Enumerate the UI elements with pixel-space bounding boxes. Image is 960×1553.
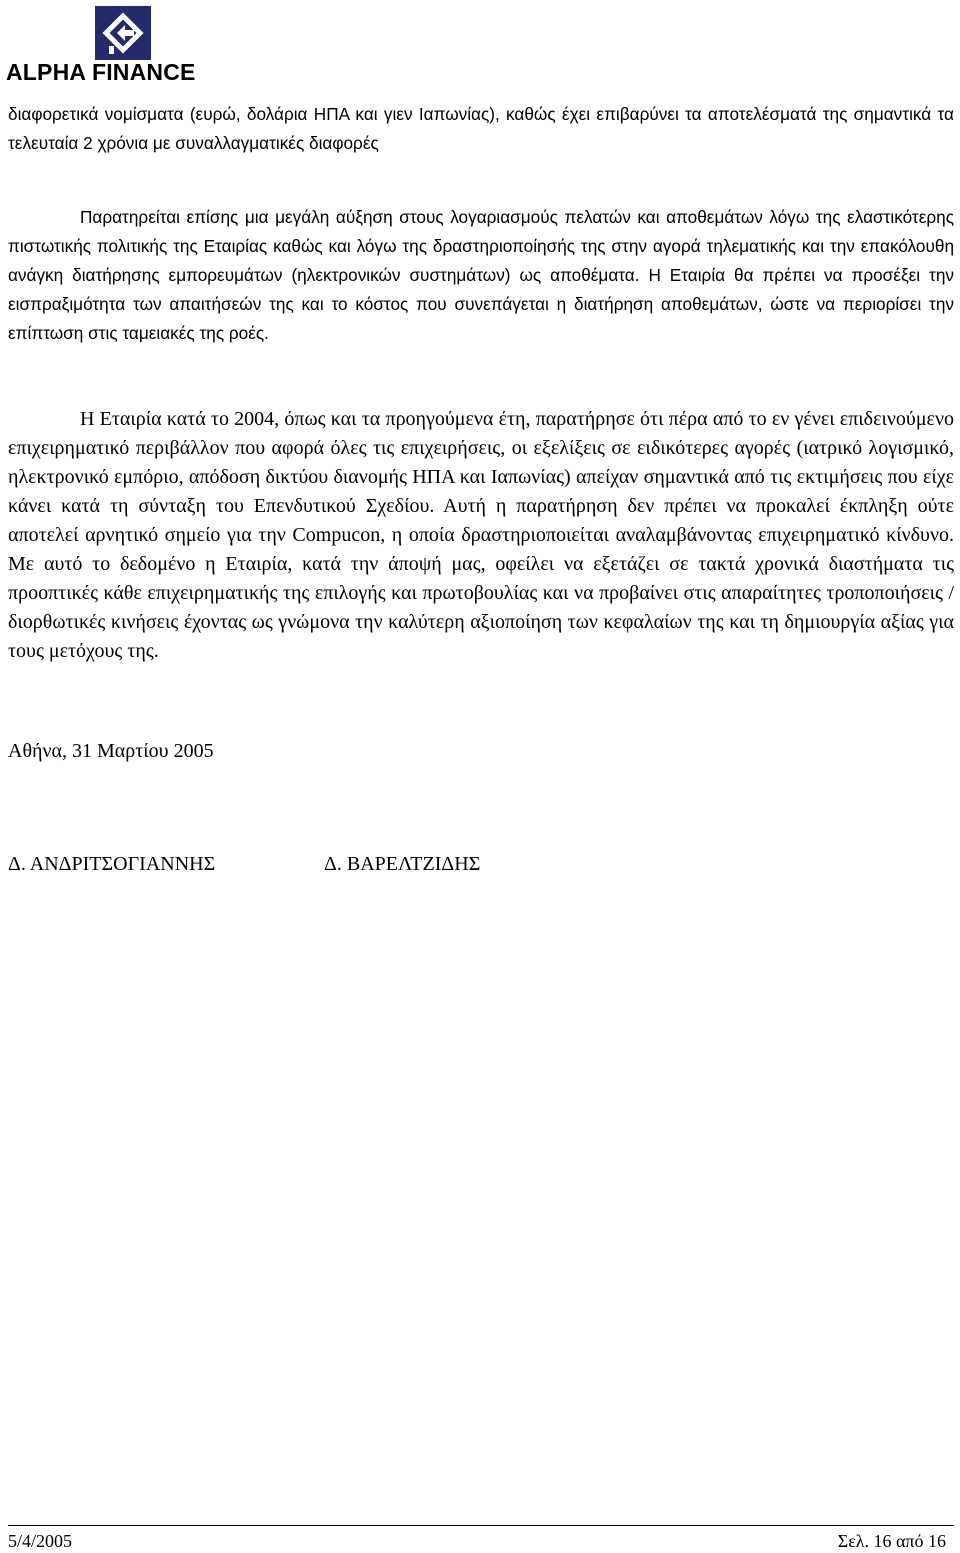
footer-divider bbox=[8, 1525, 954, 1526]
date-line: Αθήνα, 31 Μαρτίου 2005 bbox=[8, 740, 214, 762]
footer-page-number: Σελ. 16 από 16 bbox=[837, 1531, 946, 1551]
alpha-logo-mark-icon bbox=[95, 6, 151, 60]
logo-wordmark: ALPHA FINANCE bbox=[6, 59, 196, 85]
paragraph-3: Η Εταιρία κατά το 2004, όπως και τα προηγούμενα έτη, παρατήρησε ότι πέρα από το εν γένει επιδεινούμενο επιχειρηματικό περιβάλλον που αφορά όλες τις επιχειρήσεις, οι εξελίξεις σε ειδικότερες αγορές (ιατρικό λογισμικό, ηλεκτρονικό εμπόριο, απόδοση δικτύου διανομής ΗΠΑ και Ιαπωνίας) απείχαν σημαντικά από τις εκτιμήσεις που είχε κάνει κατά τη σύνταξη του Επενδυτικού Σχεδίου. Αυτή η παρατήρηση δεν πρέπει να προκαλεί έκπληξη ούτε αποτελεί αρνητικό σημείο για την Compucon, η οποία δραστηριοποιείται αναλαμβάνοντας επιχειρηματικό κίνδυνο. Με αυτό το δεδομένο η Εταιρία, κατά την άποψή μας, οφείλει να εξετάζει σε τακτά χρονικά διαστήματα τις προοπτικές κάθε επιχειρηματικής της επιλογής και πρωτοβουλίας και να προβαίνει στις απαραίτητες τροποποιήσεις / διορθωτικές κινήσεις έχοντας ως γνώμονα την καλύτερη αξιοποίηση των κεφαλαίων της και τη δημιουργία αξίας για τους μετόχους της. bbox=[8, 408, 954, 662]
signatory-2: Δ. ΒΑΡΕΛΤΖΙΔΗΣ bbox=[324, 853, 481, 875]
paragraph-2: Παρατηρείται επίσης μια μεγάλη αύξηση στους λογαριασμούς πελατών και αποθεμάτων λόγω της ελαστικότερης πιστωτικής πολιτικής της Εταιρίας καθώς και λόγω της δραστηριοποίησής της στην αγορά τηλεματικής και την επακόλουθη ανάγκη διατήρησης εμπορευμάτων (ηλεκτρονικών συστημάτων) ως αποθέματα. Η Εταιρία θα πρέπει να προσέξει την εισπραξιμότητα των απαιτήσεών της και το κόστος που συνεπάγεται η διατήρηση αποθεμάτων, ώστε να περιορίσει την επίπτωση στις ταμειακές της ροές. bbox=[8, 207, 954, 343]
signatory-1: Δ. ΑΝΔΡΙΤΣΟΓΙΑΝΝΗΣ bbox=[8, 853, 216, 875]
footer-date: 5/4/2005 bbox=[8, 1531, 73, 1551]
alpha-finance-logo bbox=[6, 6, 246, 85]
paragraph-1: διαφορετικά νομίσματα (ευρώ, δολάρια ΗΠΑ και γιεν Ιαπωνίας), καθώς έχει επιβαρύνει τα αποτελέσματά της σημαντικά τα τελευταία 2 χρόνια με συναλλαγματικές διαφορές bbox=[8, 104, 954, 153]
